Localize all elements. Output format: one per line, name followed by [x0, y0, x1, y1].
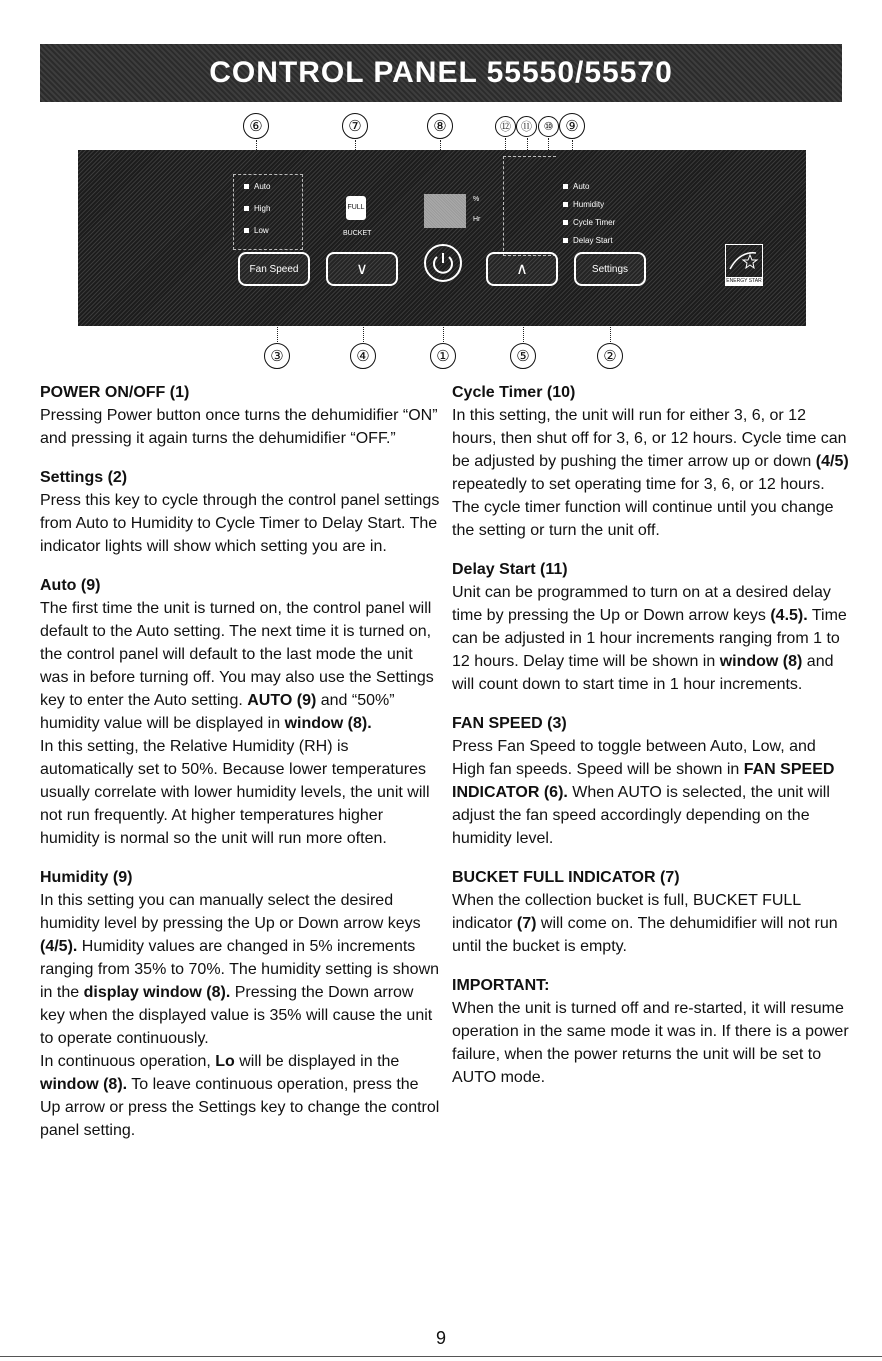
- leader-line: [363, 320, 364, 342]
- fan-indicator-low: Low: [244, 226, 269, 235]
- right-column: [452, 381, 852, 1105]
- section-title: Settings (2): [40, 469, 128, 486]
- section-fan-speed: [452, 712, 852, 850]
- leader-line: [610, 320, 611, 342]
- energy-star-logo: ENERGY STAR: [725, 244, 763, 286]
- left-column: [40, 381, 440, 1158]
- section-auto: [40, 574, 440, 850]
- mode-indicator-leaders: [503, 156, 556, 256]
- section-body: In this setting, the unit will run for either 3, 6, or 12 hours, then shut off for 3, 6, or 12 hours. Cycle time can be adjusted by pushing the timer arrow up or down (4/5) repeatedly to set operating time for 3, 6, or 12 hours. The cycle timer function will continue until you change the setting or turn the unit off.: [452, 407, 849, 539]
- title-banner: [40, 44, 842, 102]
- callout-9: ⑨: [559, 113, 585, 139]
- callout-7: ⑦: [342, 113, 368, 139]
- page-number: 9: [435, 1328, 446, 1348]
- mode-indicator-cycle-timer: Cycle Timer: [563, 218, 615, 227]
- display-window: [424, 194, 466, 228]
- section-bucket-full: [452, 866, 852, 958]
- power-button-icon: [424, 244, 462, 282]
- fan-indicator-high: High: [244, 204, 270, 213]
- fan-speed-button: Fan Speed: [238, 252, 310, 286]
- section-body: The first time the unit is turned on, the control panel will default to the Auto setting. The next time it is turned on, the control panel will default to the last mode the unit was in before turning off. You may also use the Settings key to enter the Auto setting. AUTO (9) and “50%” humidity value will be displayed in window (8). In this setting, the Relative Humidity (RH) is automatically set to 50%. Because lower temperatures usually correlate with lower humidity levels, the unit will not run frequently. At higher temperatures higher humidity is normal so the unit will run more often.: [40, 600, 434, 847]
- section-humidity: [40, 866, 440, 1142]
- callout-8: ⑧: [427, 113, 453, 139]
- callout-5: ⑤: [510, 343, 536, 369]
- leader-line: [277, 320, 278, 342]
- section-body: Press this key to cycle through the control panel settings from Auto to Humidity to Cycle Timer to Delay Start. The indicator lights will show which setting you are in.: [40, 492, 440, 555]
- section-body: When the collection bucket is full, BUCKET FULL indicator (7) will come on. The dehumidifier will not run until the bucket is empty.: [452, 892, 838, 955]
- section-power: [40, 381, 440, 450]
- fan-indicator-auto: Auto: [244, 182, 270, 191]
- leader-line: [443, 320, 444, 342]
- bucket-label: BUCKET: [343, 230, 372, 237]
- section-cycle-timer: [452, 381, 852, 542]
- callout-6: ⑥: [243, 113, 269, 139]
- section-important: [452, 974, 852, 1089]
- leader-line: [523, 320, 524, 342]
- section-title: FAN SPEED (3): [452, 715, 567, 732]
- section-settings: [40, 466, 440, 558]
- callout-11: ⑪: [516, 116, 537, 137]
- section-delay-start: [452, 558, 852, 696]
- footer-rule: [0, 1356, 882, 1357]
- callout-4: ④: [350, 343, 376, 369]
- section-title: Humidity (9): [40, 869, 133, 886]
- callout-10: ⑩: [538, 116, 559, 137]
- section-body: When the unit is turned off and re-started, it will resume operation in the same mode it was in. If there is a power failure, when the power returns the unit will be set to AUTO mode.: [452, 1000, 849, 1086]
- section-title: POWER ON/OFF (1): [40, 384, 190, 401]
- mode-indicator-humidity: Humidity: [563, 200, 604, 209]
- callout-2: ②: [597, 343, 623, 369]
- section-title: IMPORTANT:: [452, 977, 550, 994]
- up-arrow-button: ∧: [486, 252, 558, 286]
- settings-button: Settings: [574, 252, 646, 286]
- page-title: CONTROL PANEL 55550/55570: [209, 56, 673, 89]
- callout-3: ③: [264, 343, 290, 369]
- section-body: In this setting you can manually select the desired humidity level by pressing the Up or Down arrow keys (4/5). Humidity values are changed in 5% increments ranging from 35% to 70%. The humidity setting is shown in the display window (8). Pressing the Down arrow key when the displayed value is 35% will cause the unit to operate continuously. In continuous operation, Lo will be displayed in the window (8). To leave continuous operation, press the Up arrow or press the Settings key to change the control panel setting.: [40, 892, 440, 1139]
- section-body: Press Fan Speed to toggle between Auto, Low, and High fan speeds. Speed will be shown in FAN SPEED INDICATOR (6). When AUTO is selected, the unit will adjust the fan speed accordingly depending on the humidity level.: [452, 738, 835, 847]
- control-panel-illustration: [78, 150, 806, 326]
- callout-12: ⑫: [495, 116, 516, 137]
- down-arrow-button: ∨: [326, 252, 398, 286]
- hour-label: Hr: [473, 216, 481, 223]
- callout-1: ①: [430, 343, 456, 369]
- mode-indicator-auto: Auto: [563, 182, 589, 191]
- section-title: BUCKET FULL INDICATOR (7): [452, 869, 680, 886]
- percent-label: %: [473, 196, 480, 203]
- section-title: Delay Start (11): [452, 561, 568, 578]
- mode-indicator-delay-start: Delay Start: [563, 236, 613, 245]
- section-body: Pressing Power button once turns the dehumidifier “ON” and pressing it again turns the dehumidifier “OFF.”: [40, 407, 438, 447]
- section-title: Cycle Timer (10): [452, 384, 576, 401]
- section-body: Unit can be programmed to turn on at a desired delay time by pressing the Up or Down arrow keys (4.5). Time can be adjusted in 1 hour increments ranging from 1 to 12 hours. Delay time will be shown in window (8) and will count down to start time in 1 hour increments.: [452, 584, 847, 693]
- bucket-full-icon: FULL: [346, 196, 366, 220]
- section-title: Auto (9): [40, 577, 101, 594]
